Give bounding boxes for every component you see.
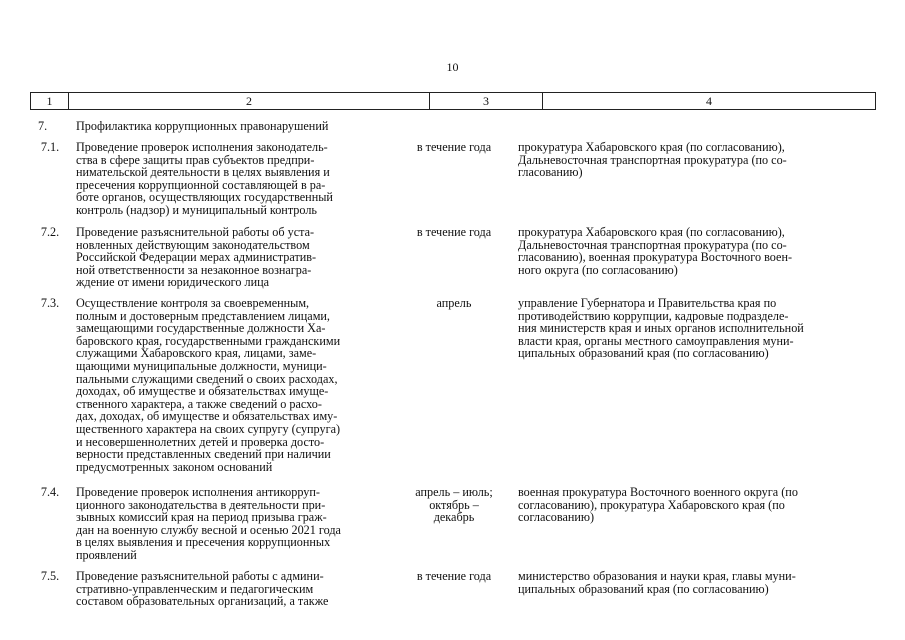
- measure-description-line: дах, доходах, об имуществе и обязательствах иму-: [76, 409, 338, 424]
- deadline: [400, 226, 508, 239]
- measure-description-line: верности представленных сведений при наличии: [76, 447, 331, 462]
- deadline: [400, 570, 508, 583]
- measure-description-line: служащими Хабаровского края, лицами, заме-: [76, 346, 317, 361]
- measure-description-line: Проведение проверок исполнения антикорруп-: [76, 485, 320, 499]
- header-col-2: 2: [68, 93, 429, 109]
- measure-description-line: контроль (надзор) и муниципальный контроль: [76, 202, 317, 217]
- measure-description-line: Проведение разъяснительной работы с админи-: [76, 569, 324, 583]
- deadline-line: апрель – июль;: [415, 485, 493, 499]
- measure-description-line: Осуществление контроля за своевременным,: [76, 296, 310, 310]
- measure-description-line: ционного законодательства в деятельности при-: [76, 497, 326, 512]
- responsible-executors-line: Дальневосточная транспортная прокуратура (по со-: [518, 237, 787, 252]
- measure-description-line: щающими муниципальные должности, муници-: [76, 358, 327, 373]
- page-number: 10: [446, 60, 459, 74]
- measure-description: [76, 141, 394, 217]
- measure-description: [76, 297, 394, 473]
- measure-description-line: баровского края, государственными гражданскими: [76, 333, 341, 348]
- row-number: 7.2.: [40, 225, 60, 239]
- measure-description: [76, 570, 394, 608]
- measure-description-line: ственного характера, а также сведений о расхо-: [76, 396, 322, 411]
- section-title: Профилактика коррупционных правонарушений: [76, 119, 329, 133]
- measure-description-line: ной ответственности за незаконное вознагра-: [76, 262, 312, 277]
- measure-description: [76, 226, 394, 289]
- header-col-4: 4: [542, 93, 875, 109]
- measure-description-line: Проведение проверок исполнения законодатель-: [76, 140, 328, 154]
- measure-description-line: составом образовательных организаций, а также: [76, 594, 329, 609]
- responsible-executors: [518, 141, 874, 179]
- measure-description-line: проявлений: [76, 547, 137, 562]
- responsible-executors-line: гласованию): [518, 165, 583, 180]
- deadline-line: декабрь: [433, 510, 475, 525]
- responsible-executors-line: управление Губернатора и Правительства края по: [518, 296, 777, 310]
- responsible-executors-line: военная прокуратура Восточного военного округа (по: [518, 485, 798, 499]
- responsible-executors-line: министерство образования и науки края, главы муни-: [518, 569, 796, 583]
- responsible-executors: [518, 570, 874, 595]
- responsible-executors-line: Дальневосточная транспортная прокуратура (по со-: [518, 152, 787, 167]
- responsible-executors-line: противодействию коррупции, кадровые подразделе-: [518, 308, 789, 323]
- responsible-executors-line: ного округа (по согласованию): [518, 262, 678, 277]
- measure-description: [76, 486, 394, 562]
- header-col-3: 3: [429, 93, 542, 109]
- deadline-line: октябрь –: [429, 497, 479, 512]
- responsible-executors-line: власти края, органы местного самоуправления муни-: [518, 333, 794, 348]
- responsible-executors-line: прокуратура Хабаровского края (по согласованию),: [518, 140, 785, 154]
- row-number: 7.3.: [40, 296, 60, 310]
- measure-description-line: ства в сфере защиты прав субъектов предпри-: [76, 152, 315, 167]
- measure-description-line: и несовершеннолетних детей и проверка досто-: [76, 434, 325, 449]
- measure-description-line: доходах, об имуществе и обязательствах имуще-: [76, 384, 329, 399]
- responsible-executors: [518, 297, 874, 360]
- deadline: [400, 486, 508, 524]
- deadline-line: в течение года: [416, 140, 492, 154]
- deadline: [400, 297, 508, 310]
- measure-description-line: ждение от имени юридического лица: [76, 275, 270, 290]
- responsible-executors-line: ципальных образований края (по согласованию): [518, 581, 769, 596]
- measure-description-line: Проведение разъяснительной работы об уста-: [76, 225, 315, 239]
- section-number: 7.: [38, 119, 48, 133]
- responsible-executors-line: гласованию), военная прокуратура Восточного воен-: [518, 250, 793, 265]
- responsible-executors-line: согласованию), прокуратура Хабаровского края (по: [518, 497, 785, 512]
- row-number: 7.4.: [40, 485, 60, 499]
- responsible-executors-line: согласованию): [518, 510, 595, 525]
- measure-description-line: предусмотренных законом оснований: [76, 459, 273, 474]
- measure-description-line: стративно-управленческим и педагогическим: [76, 581, 314, 596]
- table-header: [30, 92, 876, 110]
- responsible-executors-line: ния министерств края и иных органов исполнительной: [518, 321, 804, 336]
- responsible-executors-line: прокуратура Хабаровского края (по согласованию),: [518, 225, 785, 239]
- measure-description-line: пальными служащими сведений о своих расходах,: [76, 371, 338, 386]
- responsible-executors-line: ципальных образований края (по согласованию): [518, 346, 769, 361]
- deadline: [400, 141, 508, 154]
- deadline-line: в течение года: [416, 225, 492, 239]
- measure-description-line: полным и достоверным представлением лицами,: [76, 308, 330, 323]
- measure-description-line: в целях выявления и пресечения коррупционных: [76, 535, 331, 550]
- measure-description-line: нимательской деятельности в целях выявления и: [76, 165, 330, 180]
- measure-description-line: дан на военную службу весной и осенью 2021 года: [76, 522, 341, 537]
- measure-description-line: Российской Федерации мерах административ-: [76, 250, 317, 265]
- measure-description-line: новленных действующим законодательством: [76, 237, 310, 252]
- row-number: 7.1.: [40, 140, 60, 154]
- row-number: 7.5.: [40, 569, 60, 583]
- measure-description-line: зывных комиссий края на период призыва граж-: [76, 510, 327, 525]
- measure-description-line: пресечения коррупционной составляющей в ра-: [76, 177, 326, 192]
- measure-description-line: замещающими государственные должности Ха-: [76, 321, 326, 336]
- header-col-1: 1: [46, 94, 53, 108]
- responsible-executors: [518, 486, 874, 524]
- deadline-line: в течение года: [416, 569, 492, 583]
- measure-description-line: щественного характера на своих супругу (супруга): [76, 421, 341, 436]
- deadline-line: апрель: [436, 296, 472, 310]
- measure-description-line: боте органов, осуществляющих государственный: [76, 190, 333, 205]
- responsible-executors: [518, 226, 874, 276]
